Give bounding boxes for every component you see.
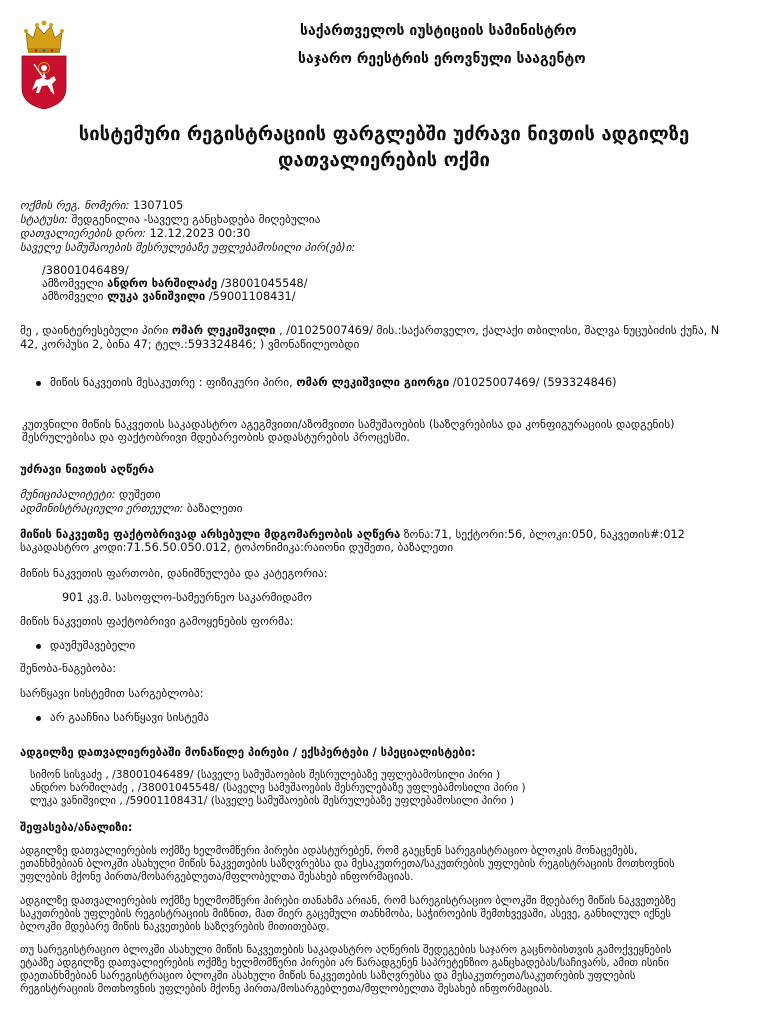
document-title-line1: სისტემური რეგისტრაციის ფარგლებში უძრავი ნივთის ადგილზე (78, 124, 690, 145)
admin-unit-label: ადმინისტრაციული ერთეული: (20, 502, 184, 515)
admin-unit-value: ბაზალეთი (186, 502, 243, 515)
property-section-title: უძრავი ნივთის აღწერა (20, 463, 155, 476)
document-title-line2: დათვალიერების ოქმი (278, 150, 490, 171)
authorized-persons-label: საველე სამუშაოების შესრულებაზე უფლებამოსილი პირ(ებ)ი: (20, 241, 356, 254)
owner-list (36, 376, 617, 390)
purpose-line2: შესრულებისა და ფაქტობრივი მდებარეობის დადასტურების პროცესში. (22, 431, 410, 444)
inspector-line-2 (42, 277, 308, 291)
statement-prefix: მე , დაინტერესებული პირი (20, 324, 172, 337)
inspector-line-3 (42, 290, 296, 304)
ministry-name: საქართველოს იუსტიციის სამინისტრო (300, 23, 577, 39)
municipality-row (20, 488, 161, 502)
area-value: 901 კვ.მ. სასოფლო-სამეურნეო საკარმიდამო (62, 591, 313, 604)
analysis-paragraph-3 (20, 944, 671, 996)
irrigation-item: არ გააჩნია სარწყავი სისტემა (36, 711, 209, 725)
municipality-value: დუშეთი (118, 488, 161, 501)
irrigation-label: სარწყავი სისტემით სარგებლობა: (20, 687, 204, 700)
paragraph-line: ეთანხმებიან ბლოკში ასახული მიწის ნაკვეთების საზღვრებსა და მესაკუთრეთა/საკუთრების უფლების რეგისტრაციის მოთხოვნის (20, 858, 675, 870)
inspector-id: /59001108431/ (205, 290, 296, 303)
paragraph-line: ეტაპზე ადგილზე დათვალიერების ოქმზე ხელმომწერი პირები არ წარადგენენ საპრეტენზიო განცხადებას/საჩივარს, ამით ისინი (20, 957, 669, 969)
participant-statement-line1 (20, 324, 755, 338)
irrigation-list (36, 711, 209, 725)
inspector-role: ამზომველი (42, 290, 108, 303)
location-label: მიწის ნაკვეთზე ფაქტობრივად არსებული მდგომარეობის აღწერა (20, 528, 401, 541)
inspector-id: /38001045548/ (217, 277, 308, 290)
interested-person-name: ომარ ლეკიშვილი (171, 324, 276, 337)
usage-list (36, 639, 135, 653)
owner-id: /01025007469/ (593324846) (449, 376, 617, 389)
participant-statement-line2: 42, კორპუსი 2, ბინა 47; ტელ.:593324846; ) ვმონაწილეობდი (20, 338, 360, 351)
inspection-date-label: დათვალიერების დრო: (20, 227, 146, 240)
analysis-paragraph-2 (20, 895, 676, 934)
registration-number-row (20, 199, 183, 213)
paragraph-line: ბლოკში მდებარე მიწის ნაკვეთების საზღვრების მითითებად. (20, 921, 330, 933)
registration-number-value: 1307105 (133, 199, 184, 212)
inspection-date-value: 12.12.2023 00:30 (149, 227, 251, 240)
paragraph-line: ადგილზე დათვალიერების ოქმზე ხელმომწერი პირები ადასტურებენ, რომ გაეცნენ სარეგისტრაციო ბლოკის მონაცემებს, (20, 845, 638, 857)
status-row (20, 213, 320, 227)
inspector-role: ამზომველი (42, 277, 108, 290)
paragraph-line: თუ სარეგისტრაციო ბლოკში ასახული მიწის ნაკვეთების საკადასტრო აღწერის შედეგების საჯარო გაცნობისთვის გამოქვეყნების (20, 944, 672, 956)
paragraph-line: ადგილზე დათვალიერების ოქმზე ხელმომწერი პირები თანახმა არიან, რომ სარეგისტრაციო ბლოკში მდებარე მიწის ნაკვეთებზე (20, 895, 676, 907)
inspector-line-1: /38001046489/ (42, 264, 129, 277)
municipality-label: მუნიციპალიტეტი: (20, 488, 116, 501)
usage-label: მიწის ნაკვეთის ფაქტობრივი გამოყენების ფორმა: (20, 615, 294, 628)
location-line1 (20, 528, 685, 542)
owner-name: ომარ ლეკიშვილი გიორგი (296, 376, 450, 389)
owner-prefix: მიწის ნაკვეთის მესაკუთრე : ფიზიკური პირი, (50, 376, 297, 389)
status-label: სტატუსი: (20, 213, 68, 226)
usage-item: დაუმუშავებელი (36, 639, 135, 653)
status-value: შედგენილია -საველე განცხადება მიღებულია (71, 213, 321, 226)
inspection-date-row (20, 227, 250, 241)
owner-item (36, 376, 617, 390)
analysis-section-title: შეფასება/ანალიზი: (20, 821, 133, 834)
participant-row: ანდრო ხარშილაძე , /38001045548/ (საველე სამუშაოების შესრულებაზე უფლებამოსილი პირი ) (30, 782, 526, 794)
purpose-line1: კუთვნილი მიწის ნაკვეთის საკადასტრო აგეგმვითი/აზომვითი სამუშაოების (საზღვრებისა და კონფიგურაციის დადგენის) (22, 418, 675, 431)
coat-of-arms-icon (20, 18, 68, 110)
paragraph-line: საკუთრების უფლების რეგისტრაციის მიზნით, მათ მიერ გაცემული თანხმობა, საჭიროების შემთხვევაში, ასევე, განხილულ იქნეს (20, 908, 671, 920)
participant-row: ლუკა ვანიშვილი , /59001108431/ (საველე სამუშაოების შესრულებაზე უფლებამოსილი პირი ) (30, 795, 515, 807)
participant-row: სიმონ სისვაძე , /38001046489/ (საველე სამუშაოების შესრულებაზე უფლებამოსილი პირი ) (30, 769, 501, 781)
location-zone: ზონა:71, სექტორი:56, ბლოკი:050, ნაკვეთის#:012 (400, 528, 685, 541)
statement-details: , /01025007469/ მის.:საქართველო, ქალაქი თბილისი, შალვა ნუცუბიძის ქუჩა, N (275, 324, 720, 337)
participants-section-title: ადგილზე დათვალიერებაში მონაწილე პირები / ექსპერტები / სპეციალისტები: (20, 746, 476, 759)
paragraph-line: უფლების მქონე პირთა/მოსარგებლეთა/მფლობელთა შესახებ ინფორმაციას. (20, 871, 414, 883)
registration-number-label: ოქმის რეგ. ნომერი: (20, 199, 130, 212)
inspector-name: ლუკა ვანიშვილი (107, 290, 206, 303)
paragraph-line: დაეთანხმებიან სარეგისტრაციო ბლოკში ასახული მიწის ნაკვეთების საზღვრებსა და მესაკუთრეთა/საკუთრების უფლების (20, 970, 636, 982)
inspector-name: ანდრო ხარშილაძე (107, 277, 218, 290)
analysis-paragraph-1 (20, 845, 675, 884)
area-label: მიწის ნაკვეთის ფართობი, დანიშნულება და კატეგორია: (20, 567, 328, 580)
buildings-label: შენობა-ნაგებობა: (20, 662, 117, 675)
paragraph-line: რეგისტრაციის მოთხოვნის უფლების მქონე პირთა/მოსარგებლეთა/მფლობელთა შესახებ ინფორმაციას. (20, 983, 553, 995)
cadastral-code-line: საკადასტრო კოდი:71.56.50.050.012, ტოპონიმიკა:რაიონი დუშეთი, ბაზალეთი (20, 541, 454, 554)
admin-unit-row (20, 502, 243, 516)
agency-name: საჯარო რეესტრის ეროვნული სააგენტო (298, 51, 586, 67)
